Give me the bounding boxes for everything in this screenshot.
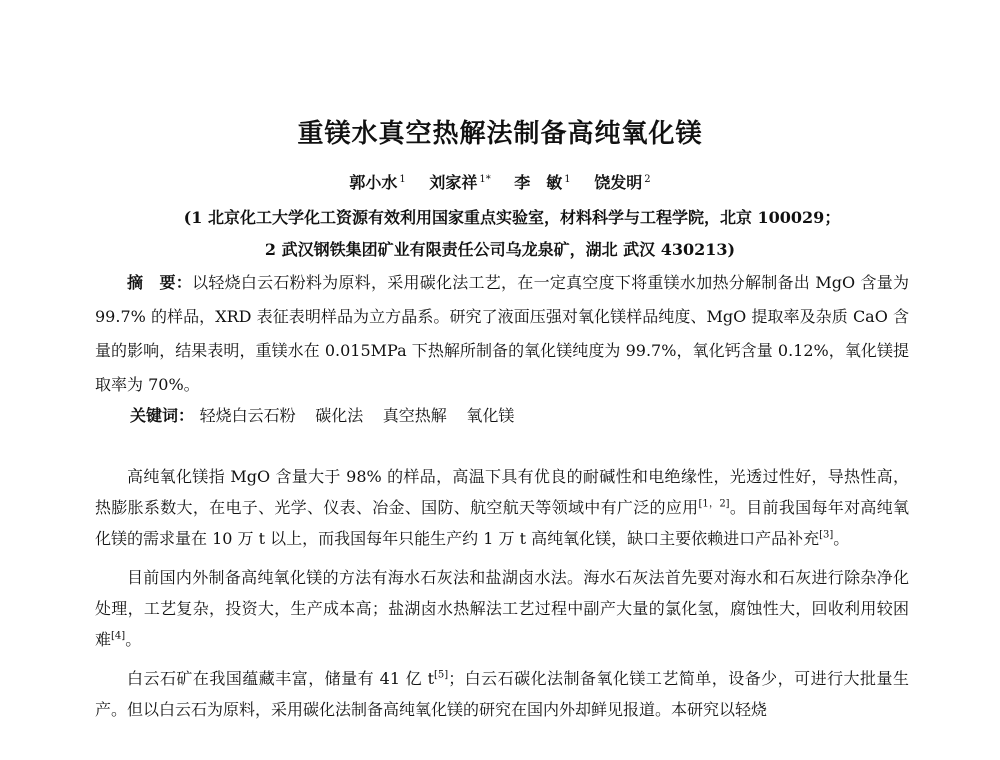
paragraph-text: 高纯氧化镁指 MgO 含量大于 98% 的样品，高温下具有优良的耐碱性和电绝缘性，光透过性好，导热性高，热膨胀系数大，在电子、光学、仪表、冶金、国防、航空航天等领域中有广泛的应用	[95, 467, 909, 517]
author-name: 刘家祥	[429, 173, 478, 192]
author	[594, 173, 650, 192]
body-text	[95, 461, 909, 733]
paragraph-text: 。目前我国每年对高纯氧化镁的需求量在 10 万 t 以上，而我国每年只能生产约 1 万 t 高纯氧化镁，缺口主要依赖进口产品补充	[95, 498, 909, 548]
paragraph-text: ；白云石碳化法制备氧化镁工艺简单，设备少，可进行大批量生产。但以白云石为原料，采用碳化法制备高纯氧化镁的研究在国内外却鲜见报道。本研究以轻烧	[95, 669, 909, 719]
paragraph-text: 目前国内外制备高纯氧化镁的方法有海水石灰法和盐湖卤水法。海水石灰法首先要对海水和石灰进行除杂净化处理，工艺复杂，投资大，生产成本高；盐湖卤水热解法工艺过程中副产大量的氯化氢，腐蚀性大，回收利用较困难	[95, 568, 909, 649]
paper-title: 重镁水真空热解法制备高纯氧化镁	[297, 119, 703, 149]
author-list	[0, 170, 1000, 193]
author-affiliation-mark: 2	[644, 173, 651, 185]
abstract-text: 以轻烧白云石粉料为原料，采用碳化法工艺，在一定真空度下将重镁水加热分解制备出 MgO 含量为 99.7% 的样品，XRD 表征表明样品为立方晶系。研究了液面压强对氧化镁样品纯度、MgO 提取率及杂质 CaO 含量的影响，结果表明，重镁水在 0.015MPa 下热解所制备的氧化镁纯度为 99.7%，氧化钙含量 0.12%，氧化镁提取率为 70%。	[95, 273, 909, 394]
citation-mark: [4]	[111, 630, 126, 642]
body-paragraph	[95, 663, 909, 725]
citation-mark: [1，2]	[698, 498, 730, 510]
citation-mark: [3]	[819, 529, 834, 541]
affiliation-line: (1 北京化工大学化工资源有效利用国家重点实验室，材料科学与工程学院，北京 100029；	[183, 208, 841, 227]
abstract	[95, 266, 909, 402]
author	[349, 173, 405, 192]
paragraph-text: 白云石矿在我国蕴藏丰富，储量有 41 亿 t	[127, 669, 435, 688]
affiliation-line: 2 武汉钢铁集团矿业有限责任公司乌龙泉矿，湖北 武汉 430213)	[264, 240, 736, 259]
keyword: 轻烧白云石粉	[199, 406, 296, 425]
author-name: 李 敏	[514, 173, 563, 192]
citation-mark: [5]	[434, 669, 449, 681]
keywords	[130, 403, 528, 426]
keyword: 碳化法	[315, 406, 364, 425]
author-affiliation-mark: 1*	[479, 173, 491, 185]
paragraph-text: 。	[125, 630, 142, 649]
abstract-label: 摘 要：	[127, 273, 193, 292]
author-affiliation-mark: 1	[399, 173, 406, 185]
author	[514, 173, 570, 192]
keyword: 氧化镁	[466, 406, 515, 425]
keyword: 真空热解	[382, 406, 447, 425]
author-name: 郭小水	[349, 173, 398, 192]
author	[429, 173, 490, 192]
body-paragraph	[95, 562, 909, 655]
keywords-label: 关键词：	[130, 406, 195, 425]
author-affiliation-mark: 1	[564, 173, 571, 185]
body-paragraph	[95, 461, 909, 554]
paragraph-text: 。	[833, 529, 850, 548]
author-name: 饶发明	[594, 173, 643, 192]
